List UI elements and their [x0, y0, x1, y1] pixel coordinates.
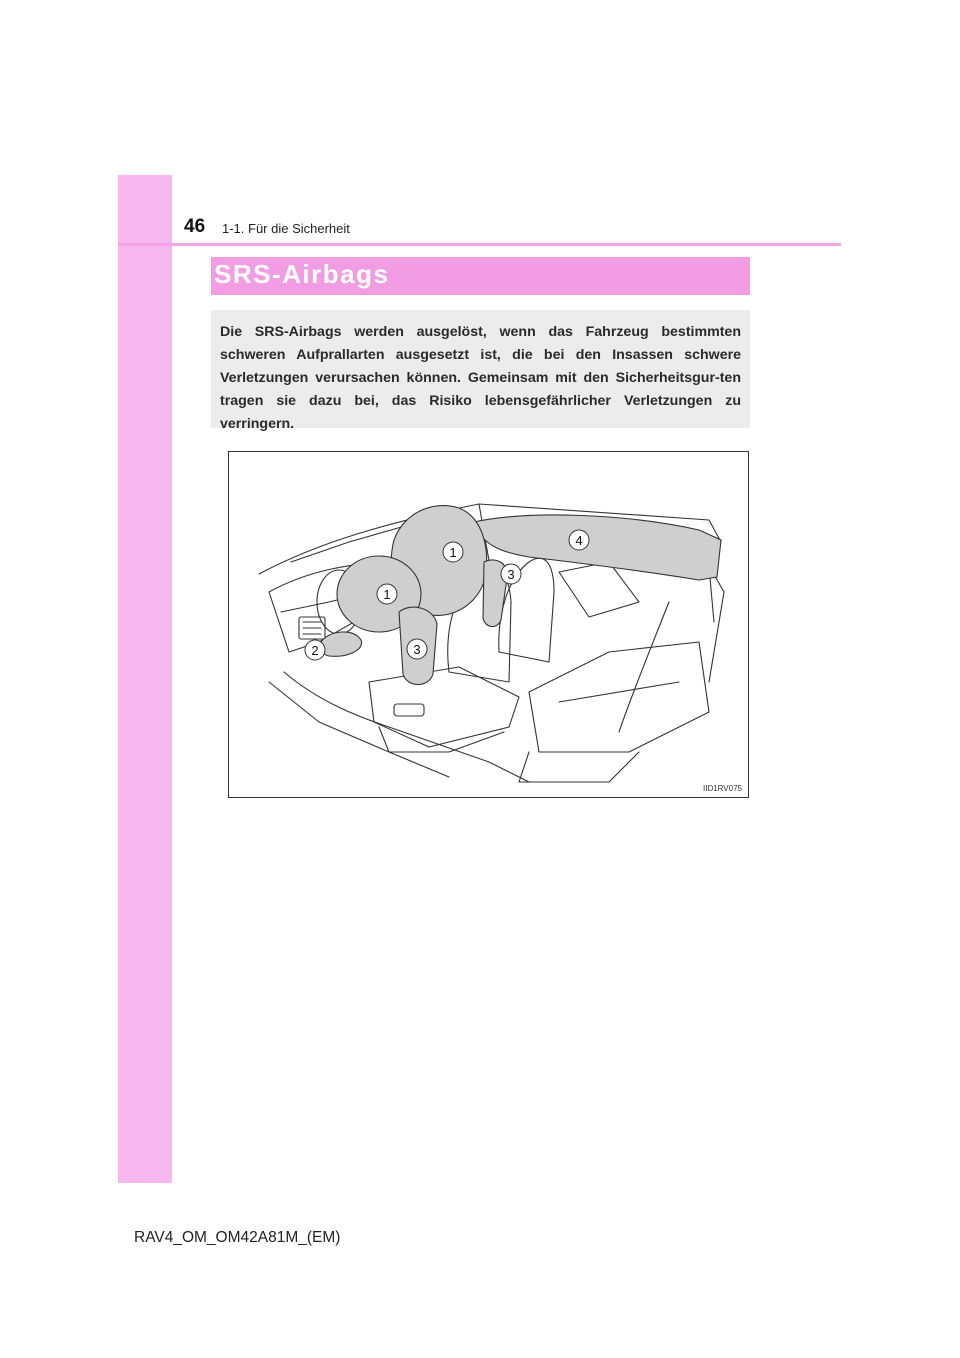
figure-code: IID1RV075	[703, 784, 742, 793]
footer-document-id: RAV4_OM_OM42A81M_(EM)	[134, 1229, 341, 1246]
section-title: SRS-Airbags	[214, 259, 390, 289]
chapter-heading: 1-1. Für die Sicherheit	[222, 221, 350, 236]
callout-4-label: 4	[575, 533, 583, 548]
rear-seat	[529, 642, 709, 752]
callout-2-label: 2	[311, 643, 319, 658]
page-number: 46	[184, 216, 206, 237]
knee-airbag	[319, 632, 361, 656]
callout-1-driver-label: 1	[383, 587, 391, 602]
seat-controls	[394, 704, 424, 716]
callout-1-passenger-label: 1	[449, 545, 457, 560]
summary-box	[211, 310, 750, 432]
vehicle-interior-drawing	[229, 452, 748, 797]
callout-3-front-label: 3	[413, 642, 421, 657]
seatbelt	[619, 602, 669, 732]
header-divider	[118, 243, 841, 246]
rear-window	[559, 562, 639, 617]
side-color-band	[118, 175, 172, 1183]
airbag-illustration	[228, 451, 749, 798]
summary-text: Die SRS-Airbags werden ausgelöst, wenn das Fahrzeug bestimmten schweren Aufprallarten ausgesetzt ist, die bei den Insassen schwere Verletzungen verursachen können. Gemeinsam mit den Sicherheitsgur-ten tragen sie dazu bei, das Risiko lebensgefährlicher Verletzungen zu verringern.	[220, 324, 741, 432]
floor-outline	[284, 672, 529, 782]
callout-3-passenger-label: 3	[507, 567, 515, 582]
